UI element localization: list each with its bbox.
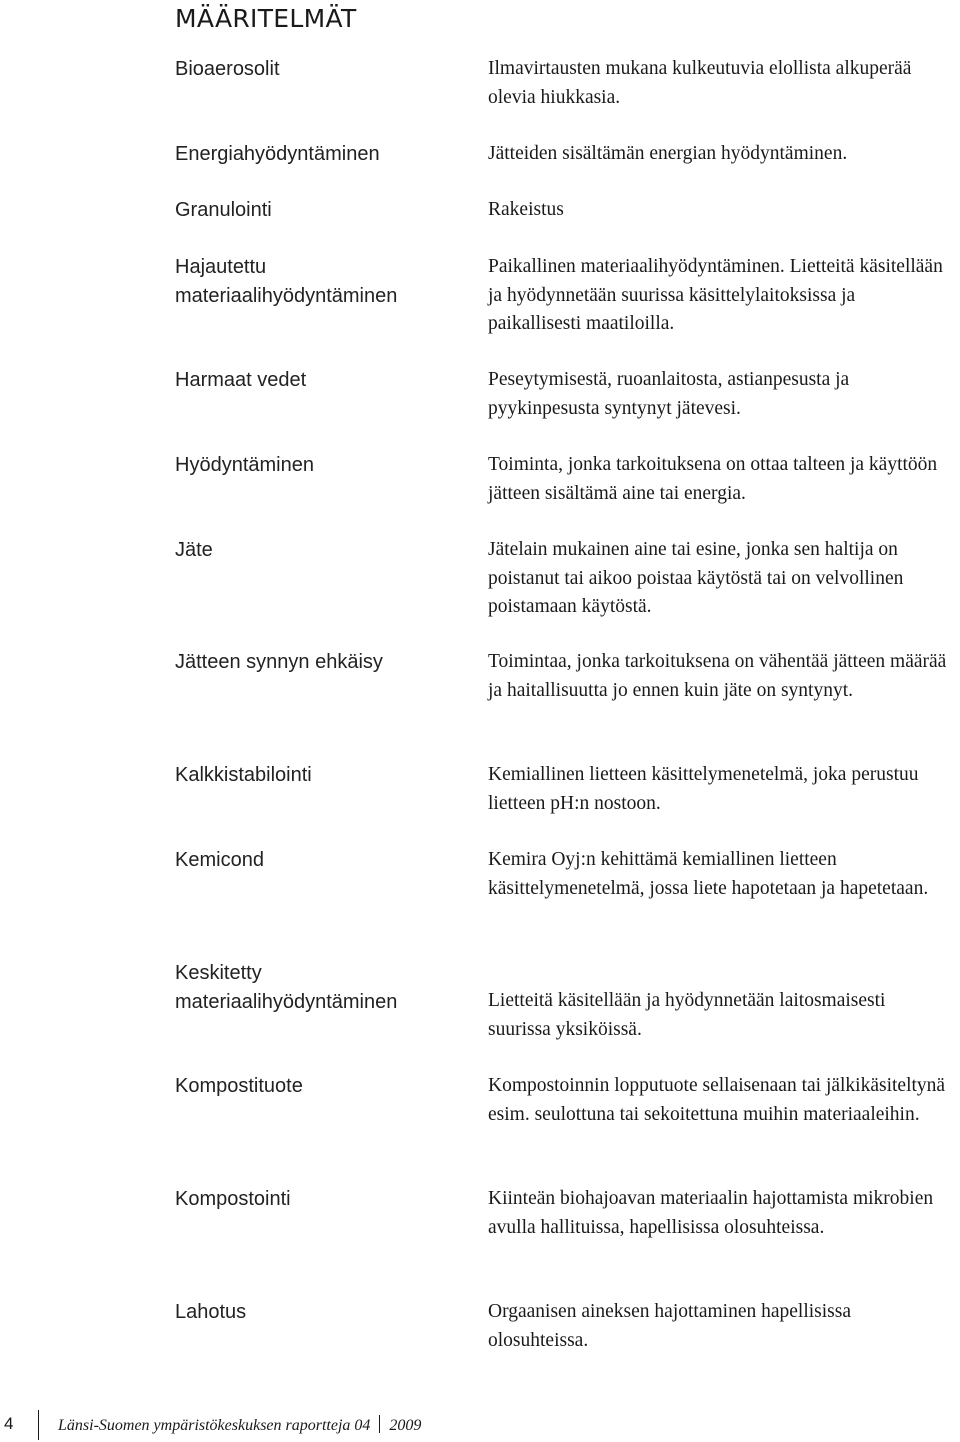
term: Kompostointi [175, 1188, 291, 1210]
term: Energiahyödyntäminen [175, 143, 380, 165]
definition: Rakeistus [488, 199, 564, 220]
definition: Jätelain mukainen aine tai esine, jonka sen haltija on poistanut tai aikoo poistaa käytöstä tai on velvollinen poistamaan käytöstä. [488, 539, 904, 617]
footer-separator [379, 1415, 380, 1433]
footer-publication [58, 1415, 421, 1435]
definition: Jätteiden sisältämän energian hyödyntäminen. [488, 143, 848, 164]
term: Kemicond [175, 849, 264, 871]
definition: Peseytymisestä, ruoanlaitosta, astianpesusta ja pyykinpesusta syntynyt jätevesi. [488, 369, 850, 419]
publication-title: Länsi-Suomen ympäristökeskuksen raportteja 04 [58, 1417, 371, 1434]
definition: Ilmavirtausten mukana kulkeutuvia elollista alkuperää olevia hiukkasia. [488, 58, 912, 108]
term: Keskitetty materiaalihyödyntäminen [175, 962, 398, 1013]
publication-year: 2009 [389, 1417, 422, 1434]
footer-divider [38, 1410, 39, 1440]
term: Jäte [175, 539, 213, 561]
term: Bioaerosolit [175, 58, 280, 80]
definition: Toimintaa, jonka tarkoituksena on vähentää jätteen määrää ja haitallisuutta jo ennen kuin jäte on syntynyt. [488, 651, 947, 701]
term: Kompostituote [175, 1075, 303, 1097]
definition: Kemira Oyj:n kehittämä kemiallinen lietteen käsittelymenetelmä, jossa liete hapotetaan ja hapetetaan. [488, 849, 929, 899]
definition: Kiinteän biohajoavan materiaalin hajottamista mikrobien avulla hallituissa, hapellisissa olosuhteissa. [488, 1188, 934, 1238]
term: Lahotus [175, 1301, 247, 1323]
definition: Kompostoinnin lopputuote sellaisenaan tai jälkikäsiteltynä esim. seulottuna tai sekoitettuna muihin materiaaleihin. [488, 1075, 946, 1125]
definition: Paikallinen materiaalihyödyntäminen. Lietteitä käsitellään ja hyödynnetään suurissa käsittelylaitoksissa ja paikallisesti maatiloilla. [488, 256, 943, 334]
page-number: 4 [4, 1414, 14, 1433]
page-footer [0, 1414, 960, 1442]
term: Harmaat vedet [175, 369, 307, 391]
term: Kalkkistabilointi [175, 764, 312, 786]
definition: Lietteitä käsitellään ja hyödynnetään laitosmaisesti suurissa yksiköissä. [488, 990, 886, 1040]
term: Hyödyntäminen [175, 454, 314, 476]
term: Hajautettu materiaalihyödyntäminen [175, 256, 398, 307]
definition: Toiminta, jonka tarkoituksena on ottaa talteen ja käyttöön jätteen sisältämä aine tai energia. [488, 454, 938, 504]
definition: Orgaanisen aineksen hajottaminen hapellisissa olosuhteissa. [488, 1301, 851, 1351]
definition: Kemiallinen lietteen käsittelymenetelmä, joka perustuu lietteen pH:n nostoon. [488, 764, 919, 814]
page-title: MÄÄRITELMÄT [175, 4, 357, 33]
term: Granulointi [175, 199, 272, 221]
term: Jätteen synnyn ehkäisy [175, 651, 383, 673]
